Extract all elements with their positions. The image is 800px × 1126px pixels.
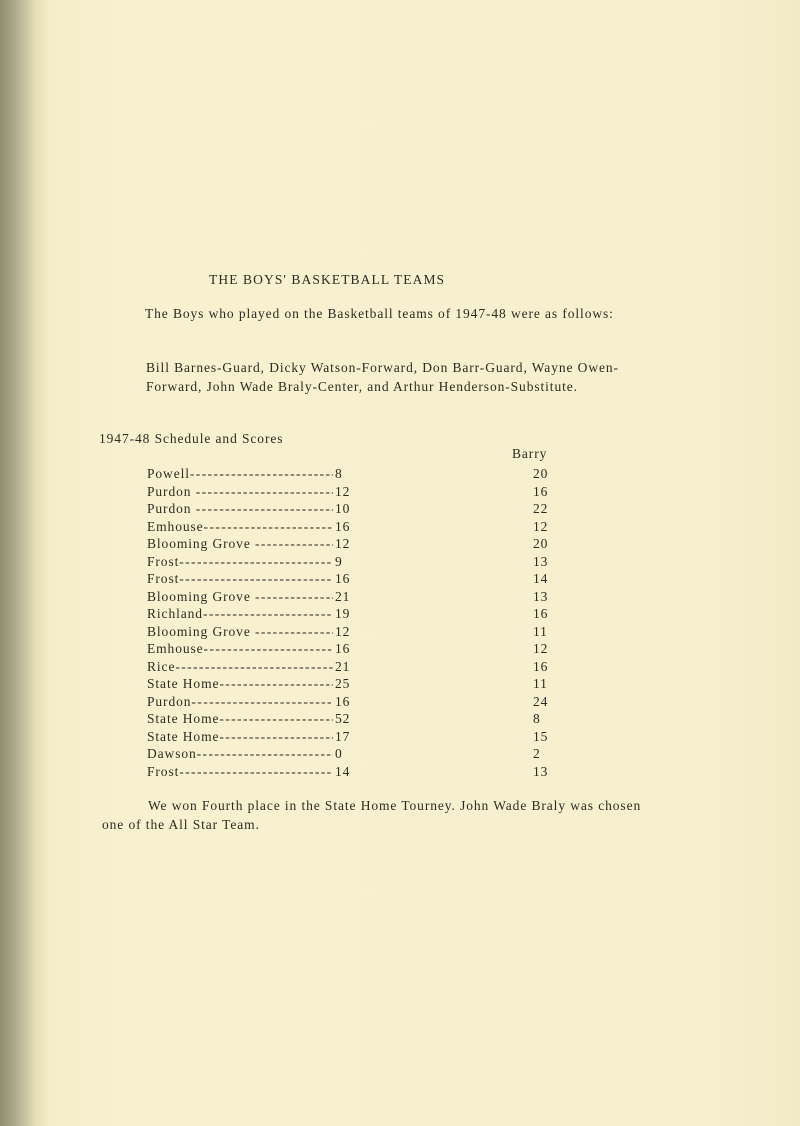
- barry-score: 16: [533, 658, 549, 674]
- opponent-score: 16: [335, 641, 351, 656]
- barry-score: 20: [533, 466, 549, 481]
- opponent-score: 21: [335, 658, 351, 674]
- opponent-name: State Home -----: [147, 729, 333, 745]
- opponent-name: Richland -----: [147, 606, 333, 622]
- opponent-score: 16: [335, 518, 351, 534]
- barry-score: 15: [533, 728, 549, 744]
- players-paragraph: Bill Barnes-Guard, Dicky Watson-Forward, Don Barr-Guard, Wayne Owen-Forward, John Wade Braly-Center, and Arthur Henderson-Substitute.: [146, 360, 619, 394]
- barry-score: 8: [533, 711, 541, 726]
- opponent-score: 21: [335, 588, 351, 604]
- game-row: [147, 554, 567, 572]
- game-row: [147, 466, 567, 484]
- opponent-score: 52: [335, 711, 351, 726]
- barry-score: 12: [533, 518, 549, 534]
- barry-score: 16: [533, 483, 549, 499]
- barry-score: 14: [533, 571, 549, 586]
- opponent-name: State Home -----: [147, 676, 333, 692]
- game-row: [147, 484, 567, 502]
- opponent-name: Purdon -----: [147, 501, 333, 517]
- game-row: [147, 729, 567, 747]
- opponent-name: Dawson -----: [147, 746, 333, 762]
- game-row: [147, 519, 567, 537]
- game-row: [147, 746, 567, 764]
- barry-score: 12: [533, 641, 549, 656]
- schedule-heading: 1947-48 Schedule and Scores: [99, 431, 284, 446]
- opponent-score: 16: [335, 571, 351, 586]
- closing-paragraph: We won Fourth place in the State Home Tourney. John Wade Braly was chosen one of the All Star Team.: [102, 798, 642, 832]
- game-row: [147, 589, 567, 607]
- opponent-score: 12: [335, 536, 351, 551]
- barry-score: 24: [533, 693, 549, 709]
- opponent-name: State Home -----: [147, 711, 333, 727]
- opponent-score: 19: [335, 606, 351, 621]
- opponent-name: Frost -----: [147, 554, 333, 570]
- barry-score: 22: [533, 501, 549, 516]
- game-row: [147, 571, 567, 589]
- barry-score: 13: [533, 588, 549, 604]
- opponent-score: 8: [335, 466, 343, 481]
- game-row: [147, 624, 567, 642]
- game-row: [147, 606, 567, 624]
- barry-score: 16: [533, 606, 549, 621]
- opponent-name: Emhouse -----: [147, 641, 333, 657]
- opponent-score: 0: [335, 746, 343, 761]
- game-row: [147, 641, 567, 659]
- opponent-name: Emhouse -----: [147, 519, 333, 535]
- opponent-name: Frost -----: [147, 571, 333, 587]
- barry-score: 13: [533, 763, 549, 779]
- game-row: [147, 676, 567, 694]
- opponent-score: 25: [335, 676, 351, 691]
- barry-score: 2: [533, 746, 541, 761]
- opponent-name: Blooming Grove -----: [147, 589, 333, 605]
- opponent-name: Purdon -----: [147, 484, 333, 500]
- opponent-name: Blooming Grove -----: [147, 624, 333, 640]
- opponent-score: 9: [335, 553, 343, 569]
- game-row: [147, 501, 567, 519]
- page-title: THE BOYS' BASKETBALL TEAMS: [209, 272, 446, 287]
- opponent-score: 14: [335, 763, 351, 779]
- opponent-score: 12: [335, 623, 351, 639]
- game-row: [147, 536, 567, 554]
- barry-score: 11: [533, 676, 548, 691]
- opponent-name: Frost -----: [147, 764, 333, 780]
- game-row: [147, 659, 567, 677]
- opponent-name: Purdon -----: [147, 694, 333, 710]
- opponent-score: 12: [335, 483, 351, 499]
- opponent-score: 10: [335, 501, 351, 516]
- game-row: [147, 711, 567, 729]
- opponent-score: 17: [335, 728, 351, 744]
- opponent-name: Powell -----: [147, 466, 333, 482]
- barry-score: 11: [533, 623, 548, 639]
- game-row: [147, 764, 567, 782]
- barry-column-heading: Barry: [512, 446, 548, 461]
- barry-score: 13: [533, 553, 549, 569]
- intro-paragraph: The Boys who played on the Basketball teams of 1947-48 were as follows:: [145, 306, 614, 321]
- opponent-score: 16: [335, 693, 351, 709]
- game-row: [147, 694, 567, 712]
- opponent-name: Rice -----: [147, 659, 333, 675]
- schedule-list: [147, 466, 567, 781]
- barry-score: 20: [533, 536, 549, 551]
- opponent-name: Blooming Grove -----: [147, 536, 333, 552]
